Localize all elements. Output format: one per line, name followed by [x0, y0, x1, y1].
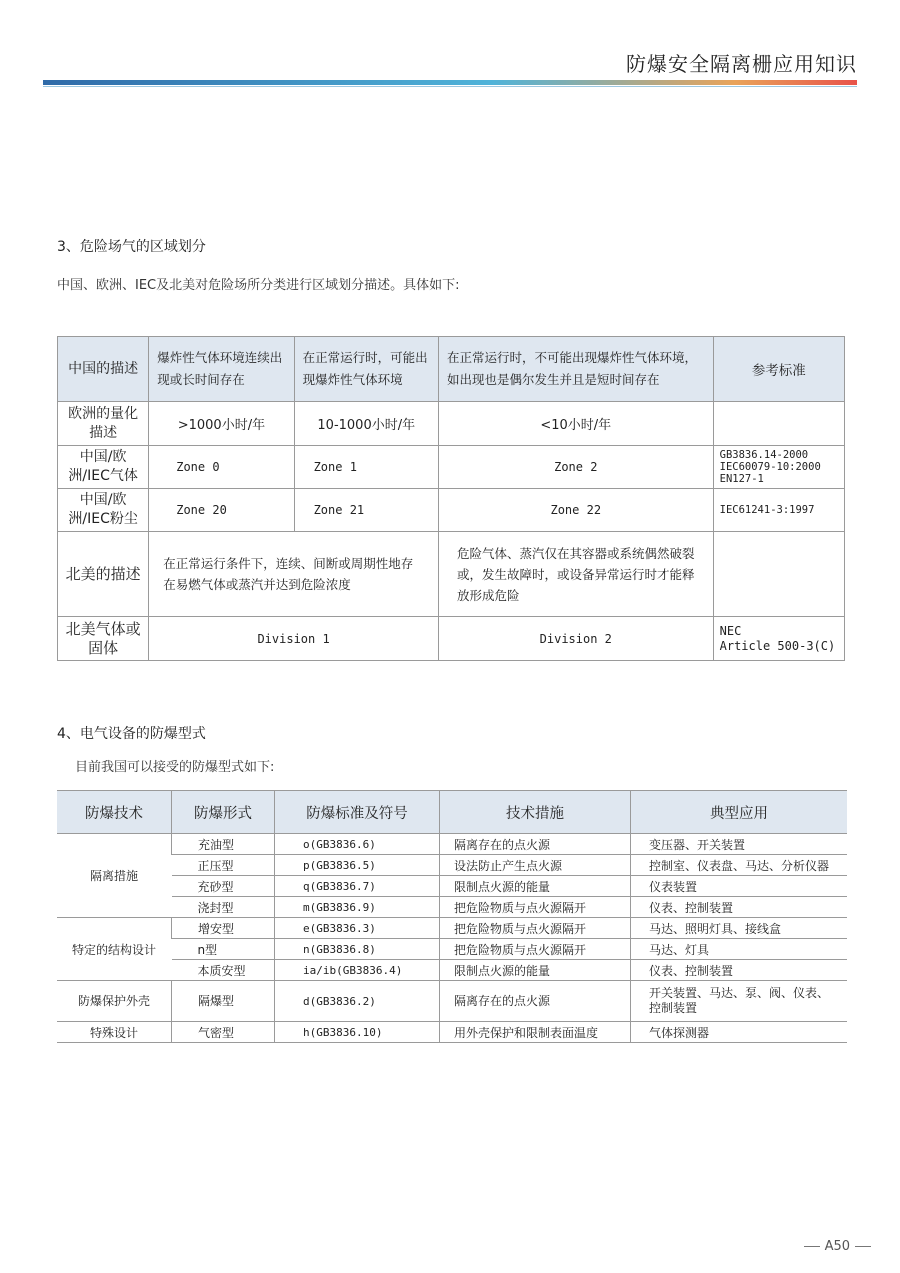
group-label: 隔离措施 — [57, 834, 172, 918]
table-cell: 气体探测器 — [631, 1022, 848, 1043]
table-cell: p(GB3836.5) — [275, 855, 440, 876]
table-cell: 气密型 — [172, 1022, 275, 1043]
header-gradient-bar — [43, 80, 857, 85]
section4-title: 4、电气设备的防爆型式 — [57, 726, 206, 742]
table-cell: 把危险物质与点火源隔开 — [440, 918, 631, 939]
standard-line: IEC60079-10:2000 — [719, 461, 821, 473]
table-row — [57, 834, 847, 855]
table-cell: 设法防止产生点火源 — [440, 855, 631, 876]
table-row — [57, 981, 847, 1022]
table-cell: 充油型 — [172, 834, 275, 855]
row-label-china: 中国的描述 — [58, 337, 149, 402]
standard-line: EN127-1 — [719, 473, 764, 485]
table-cell: >1000小时/年 — [149, 402, 294, 446]
table-cell: 隔离存在的点火源 — [440, 834, 631, 855]
table-row — [58, 617, 845, 661]
page-number-text: A50 — [824, 1239, 850, 1254]
page-header-title: 防爆安全隔离栅应用知识 — [626, 52, 857, 76]
table-cell: d(GB3836.2) — [275, 981, 440, 1022]
table-cell: 本质安型 — [172, 960, 275, 981]
table-cell: 增安型 — [172, 918, 275, 939]
row-label-dust: 中国/欧洲/IEC粉尘 — [58, 489, 149, 532]
table-cell — [713, 532, 844, 617]
row-label-na-gas-solid: 北美气体或固体 — [58, 617, 149, 661]
table-cell: q(GB3836.7) — [275, 876, 440, 897]
table-cell-standards — [713, 446, 844, 489]
table-cell: 危险气体、蒸汽仅在其容器或系统偶然破裂或，发生故障时，或设备异常运行时才能释放形成危险 — [438, 532, 713, 617]
table-cell: 参考标准 — [713, 337, 844, 402]
table-row — [57, 918, 847, 939]
table-cell: 在正常运行条件下，连续、间断或周期性地存在易燃气体或蒸汽并达到危险浓度 — [149, 532, 439, 617]
explosion-proof-types-table — [57, 790, 847, 1043]
table-cell: 开关装置、马达、泵、阀、仪表、控制装置 — [631, 981, 848, 1022]
table-row — [58, 446, 845, 489]
table-row — [57, 960, 847, 981]
page-number-dash-left — [804, 1246, 820, 1247]
table-cell: 马达、灯具 — [631, 939, 848, 960]
table-cell: e(GB3836.3) — [275, 918, 440, 939]
row-label-europe: 欧洲的量化描述 — [58, 402, 149, 446]
table-cell: 10-1000小时/年 — [294, 402, 438, 446]
column-header: 防爆形式 — [172, 791, 275, 834]
table-cell: 把危险物质与点火源隔开 — [440, 897, 631, 918]
section4-intro: 目前我国可以接受的防爆型式如下: — [75, 760, 275, 775]
table-cell: 限制点火源的能量 — [440, 876, 631, 897]
table-row — [57, 897, 847, 918]
table-cell: m(GB3836.9) — [275, 897, 440, 918]
table-cell: ia/ib(GB3836.4) — [275, 960, 440, 981]
table-row — [58, 337, 845, 402]
table-cell: Division 2 — [438, 617, 713, 661]
table-cell — [713, 402, 844, 446]
table-row — [57, 939, 847, 960]
table-header-row — [57, 791, 847, 834]
table-cell: n(GB3836.8) — [275, 939, 440, 960]
column-header: 防爆标准及符号 — [275, 791, 440, 834]
table-cell: 在正常运行时，可能出现爆炸性气体环境 — [294, 337, 438, 402]
table-cell: Zone 1 — [294, 446, 438, 489]
table-cell: 浇封型 — [172, 897, 275, 918]
table-cell: 仪表装置 — [631, 876, 848, 897]
group-label: 防爆保护外壳 — [57, 981, 172, 1022]
table-cell: Zone 0 — [149, 446, 294, 489]
table-cell: 正压型 — [172, 855, 275, 876]
standard-line: NEC — [719, 623, 742, 638]
header-thin-line — [43, 86, 857, 87]
column-header: 技术措施 — [440, 791, 631, 834]
table-cell: n型 — [172, 939, 275, 960]
table-cell: 变压器、开关装置 — [631, 834, 848, 855]
table-cell: 限制点火源的能量 — [440, 960, 631, 981]
page-number — [799, 1239, 876, 1254]
table-cell: 控制室、仪表盘、马达、分析仪器 — [631, 855, 848, 876]
table-row — [58, 402, 845, 446]
table-cell-standards — [713, 617, 844, 661]
column-header: 典型应用 — [631, 791, 848, 834]
table-cell: Zone 21 — [294, 489, 438, 532]
table-cell: 仪表、控制装置 — [631, 897, 848, 918]
table-cell: 隔离存在的点火源 — [440, 981, 631, 1022]
table-cell: Zone 20 — [149, 489, 294, 532]
table-row — [58, 489, 845, 532]
table-cell: h(GB3836.10) — [275, 1022, 440, 1043]
row-label-north-america: 北美的描述 — [58, 532, 149, 617]
page-number-dash-right — [855, 1246, 871, 1247]
standard-line: Article 500-3(C) — [719, 638, 836, 653]
table-cell: 爆炸性气体环境连续出现或长时间存在 — [149, 337, 294, 402]
table-cell: Division 1 — [149, 617, 439, 661]
table-cell: o(GB3836.6) — [275, 834, 440, 855]
table-cell: 用外壳保护和限制表面温度 — [440, 1022, 631, 1043]
table-row — [58, 532, 845, 617]
zone-classification-table — [57, 336, 845, 661]
table-row — [57, 855, 847, 876]
table-cell: 隔爆型 — [172, 981, 275, 1022]
standard-line: GB3836.14-2000 — [719, 449, 809, 461]
table-row — [57, 876, 847, 897]
table-cell: Zone 2 — [438, 446, 713, 489]
row-label-gas: 中国/欧洲/IEC气体 — [58, 446, 149, 489]
table-cell: 仪表、控制装置 — [631, 960, 848, 981]
column-header: 防爆技术 — [57, 791, 172, 834]
table-cell: 把危险物质与点火源隔开 — [440, 939, 631, 960]
table-cell: IEC61241-3:1997 — [713, 489, 844, 532]
section3-title: 3、危险场气的区域划分 — [57, 239, 206, 255]
table-cell: 马达、照明灯具、接线盒 — [631, 918, 848, 939]
table-cell: 充砂型 — [172, 876, 275, 897]
table-cell: 在正常运行时，不可能出现爆炸性气体环境，如出现也是偶尔发生并且是短时间存在 — [438, 337, 713, 402]
group-label: 特殊设计 — [57, 1022, 172, 1043]
table-row — [57, 1022, 847, 1043]
section3-intro: 中国、欧洲、IEC及北美对危险场所分类进行区域划分描述。具体如下: — [57, 278, 460, 293]
table-cell: Zone 22 — [438, 489, 713, 532]
group-label: 特定的结构设计 — [57, 918, 172, 981]
table-cell: <10小时/年 — [438, 402, 713, 446]
